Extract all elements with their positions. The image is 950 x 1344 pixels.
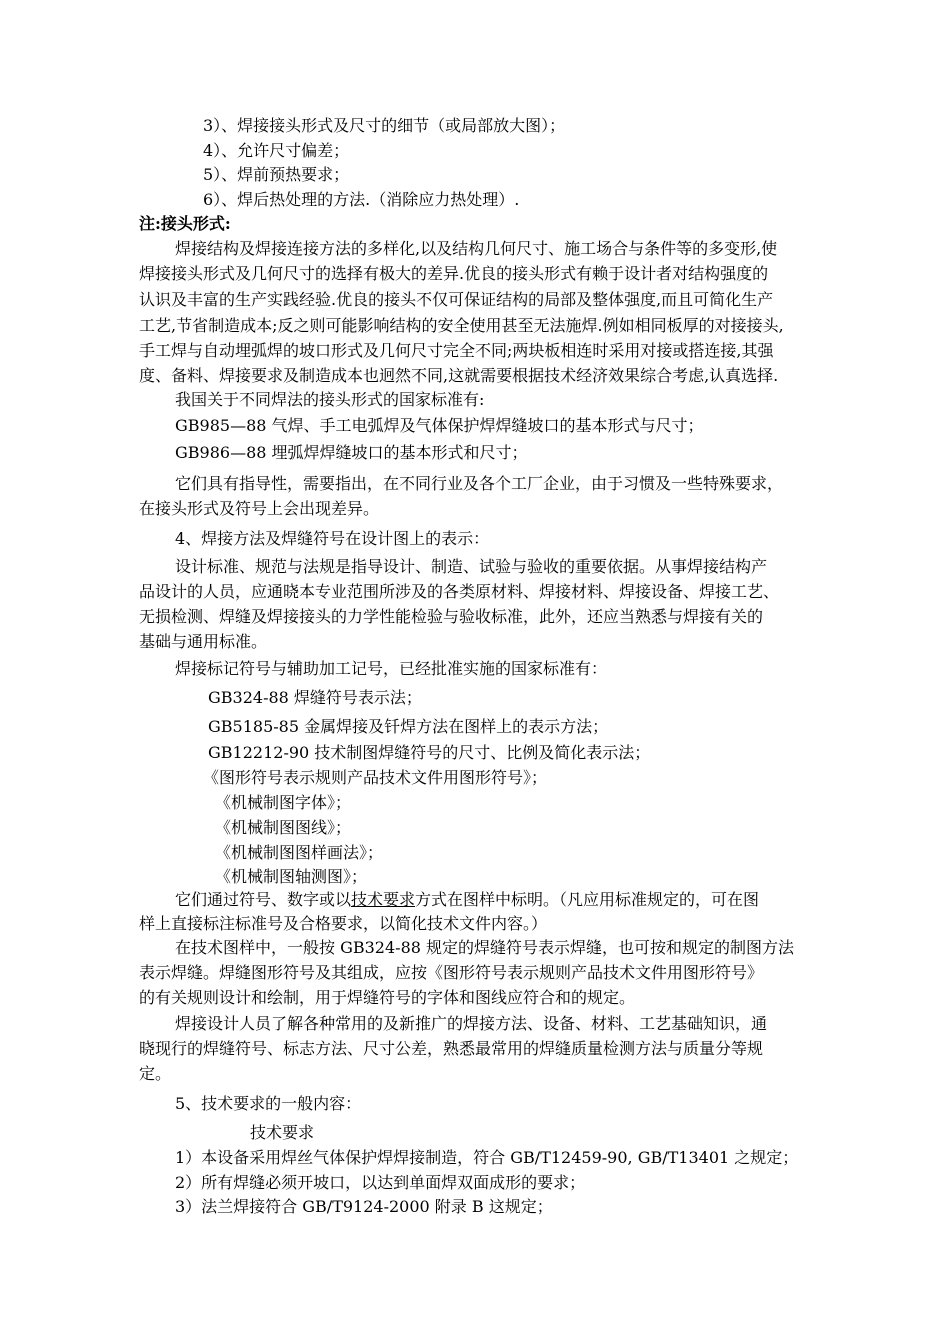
paragraph-line: 焊接设计人员了解各种常用的及新推广的焊接方法、设备、材料、工艺基础知识，通 [175, 1014, 768, 1033]
standard-item: GB986—88 埋弧焊焊缝坡口的基本形式和尺寸； [175, 443, 528, 462]
paragraph-line: 样上直接标注标准号及合格要求，以简化技术文件内容。） [139, 914, 548, 933]
paragraph-line: 品设计的人员，应通晓本专业范围所涉及的各类原材料、焊接材料、焊接设备、焊接工艺、 [139, 582, 780, 601]
paragraph-line: 定。 [139, 1064, 172, 1083]
standard-item: 《机械制图轴测图》； [215, 867, 368, 886]
tech-requirement-item: 2）所有焊缝必须开坡口，以达到单面焊双面成形的要求； [175, 1173, 586, 1192]
paragraph-line: 手工焊与自动埋弧焊的坡口形式及几何尺寸完全不同;两块板相连时采用对接或搭连接,其强 [139, 341, 774, 360]
standard-item: GB985—88 气焊、手工电弧焊及气体保护焊焊缝坡口的基本形式与尺寸； [175, 416, 704, 435]
paragraph-line: 焊接标记符号与辅助加工记号，已经批准实施的国家标准有： [175, 659, 608, 678]
list-item: 5）、焊前预热要求； [203, 165, 350, 184]
standard-item: 《机械制图字体》； [215, 793, 352, 812]
list-item: 3）、焊接接头形式及尺寸的细节（或局部放大图）； [203, 116, 566, 135]
standard-item: 《机械制图图线》； [215, 818, 352, 837]
paragraph-line: 焊接结构及焊接连接方法的多样化,以及结构几何尺寸、施工场合与条件等的多变形,使 [175, 239, 778, 258]
paragraph-line: 基础与通用标准。 [139, 632, 268, 651]
paragraph-line: 晓现行的焊缝符号、标志方法、尺寸公差，熟悉最常用的焊缝质量检测方法与质量分等规 [139, 1039, 764, 1058]
paragraph-line: 工艺,节省制造成本;反之则可能影响结构的安全使用甚至无法施焊.例如相同板厚的对接接头, [139, 316, 784, 335]
paragraph-line: 认识及丰富的生产实践经验.优良的接头不仅可保证结构的局部及整体强度,而且可简化生产 [139, 290, 774, 309]
tech-requirements-link[interactable]: 技术要求 [351, 890, 416, 909]
tech-requirement-item: 3）法兰焊接符合 GB/T9124-2000 附录 B 这规定； [175, 1197, 553, 1216]
tech-requirements-title: 技术要求 [250, 1123, 315, 1142]
paragraph-text: 方式在图样中标明。（凡应用标准规定的，可在图 [415, 890, 760, 909]
standard-item: 《机械制图图样画法》； [215, 843, 384, 862]
paragraph-line: 我国关于不同焊法的接头形式的国家标准有: [175, 390, 485, 409]
paragraph-line: 它们具有指导性，需要指出，在不同行业及各个工厂企业，由于习惯及一些特殊要求， [175, 474, 784, 493]
standard-item: GB324-88 焊缝符号表示法； [208, 688, 422, 707]
paragraph-line: 在技术图样中，一般按 GB324-88 规定的焊缝符号表示焊缝，也可按和规定的制图方法 [175, 938, 795, 957]
section-heading-5: 5、技术要求的一般内容： [175, 1094, 362, 1113]
paragraph-line: 焊接接头形式及几何尺寸的选择有极大的差异.优良的接头形式有赖于设计者对结构强度的 [139, 264, 769, 283]
standard-item: 《图形符号表示规则产品技术文件用图形符号》； [203, 768, 548, 787]
list-item: 6）、焊后热处理的方法.（消除应力热处理）. [203, 190, 520, 209]
tech-requirement-item: 1）本设备采用焊丝气体保护焊焊接制造，符合 GB/T12459-90, GB/T13401 之规定； [175, 1148, 799, 1167]
paragraph-line: 无损检测、焊缝及焊接接头的力学性能检验与验收标准，此外，还应当熟悉与焊接有关的 [139, 607, 764, 626]
paragraph-line: 在接头形式及符号上会出现差异。 [139, 499, 380, 518]
paragraph-line: 度、备料、焊接要求及制造成本也迥然不同,这就需要根据技术经济效果综合考虑,认真选择. [139, 366, 779, 385]
paragraph-text: 它们通过符号、数字或以 [175, 890, 352, 909]
paragraph-line [175, 890, 759, 910]
note-heading: 注:接头形式: [139, 214, 231, 233]
standard-item: GB5185-85 金属焊接及钎焊方法在图样上的表示方法； [208, 717, 609, 736]
section-heading-4: 4、焊接方法及焊缝符号在设计图上的表示： [175, 529, 490, 548]
paragraph-line: 设计标准、规范与法规是指导设计、制造、试验与验收的重要依据。从事焊接结构产 [175, 557, 768, 576]
paragraph-line: 的有关规则设计和绘制，用于焊缝符号的字体和图线应符合和的规定。 [139, 988, 636, 1007]
standard-item: GB12212-90 技术制图焊缝符号的尺寸、比例及简化表示法； [208, 743, 651, 762]
list-item: 4）、允许尺寸偏差； [203, 141, 350, 160]
paragraph-line: 表示焊缝。焊缝图形符号及其组成，应按《图形符号表示规则产品技术文件用图形符号》 [139, 963, 764, 982]
